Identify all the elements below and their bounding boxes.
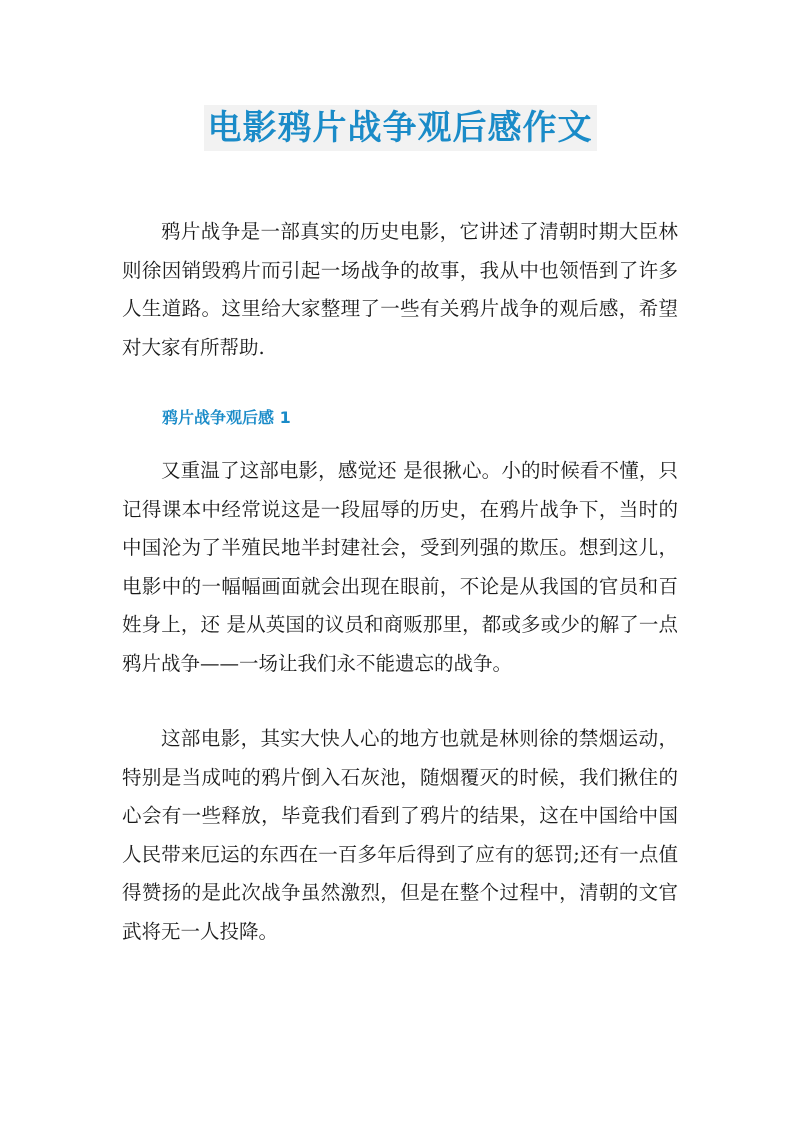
section-body	[122, 452, 678, 683]
section-body-2	[122, 720, 678, 951]
section-paragraph-1: 又重温了这部电影，感觉还 是很揪心。小的时候看不懂，只记得课本中经常说这是一段屈辱的历史，在鸦片战争下，当时的中国沦为了半殖民地半封建社会，受到列强的欺压。想到这儿，电影中的一幅幅画面就会出现在眼前，不论是从我国的官员和百姓身上，还 是从英国的议员和商贩那里，都或多或少的解了一点鸦片战争——一场让我们永不能遗忘的战争。	[122, 459, 678, 675]
intro-block	[122, 213, 678, 367]
title-container	[0, 105, 800, 151]
section-heading: 鸦片战争观后感 1	[162, 408, 291, 427]
intro-paragraph: 鸦片战争是一部真实的历史电影，它讲述了清朝时期大臣林则徐因销毁鸦片而引起一场战争的故事，我从中也领悟到了许多人生道路。这里给大家整理了一些有关鸦片战争的观后感，希望对大家有所帮助.	[122, 220, 678, 359]
section-paragraph-2: 这部电影，其实大快人心的地方也就是林则徐的禁烟运动，特别是当成吨的鸦片倒入石灰池，随烟覆灭的时候，我们揪住的心会有一些释放，毕竟我们看到了鸦片的结果，这在中国给中国人民带来厄运的东西在一百多年后得到了应有的惩罚;还有一点值得赞扬的是此次战争虽然激烈，但是在整个过程中，清朝的文官武将无一人投降。	[122, 727, 678, 943]
document-title: 电影鸦片战争观后感作文	[204, 105, 597, 151]
